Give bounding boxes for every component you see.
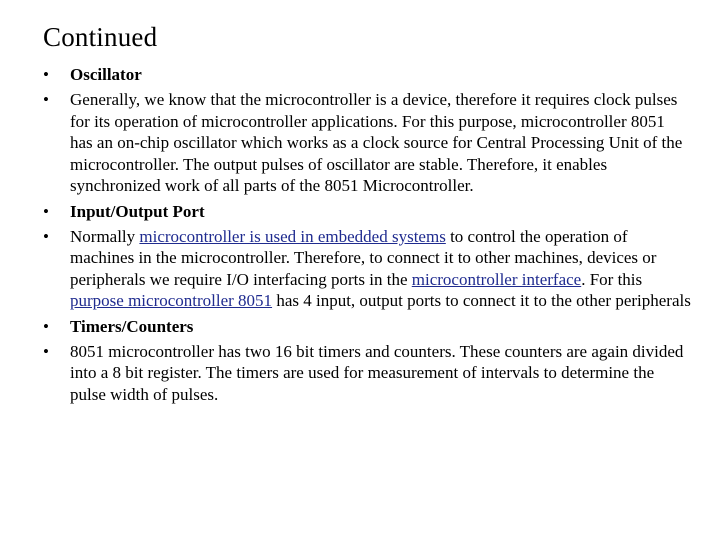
- link-embedded-systems[interactable]: microcontroller is used in embedded systems: [139, 226, 446, 246]
- text-segment: . For this: [581, 269, 643, 289]
- bullet-io-port-body: [43, 226, 691, 312]
- bullet-dot-icon: •: [43, 341, 49, 361]
- bullet-oscillator-body: [43, 89, 691, 197]
- bullet-text: Input/Output Port: [70, 201, 205, 221]
- bullet-dot-icon: •: [43, 316, 49, 336]
- bullet-io-port-heading: [43, 201, 691, 223]
- text-segment: Normally: [70, 226, 140, 246]
- bullet-dot-icon: •: [43, 201, 49, 221]
- bullet-text: Generally, we know that the microcontroller is a device, therefore it requires clock pulses for its operation of microcontroller applications. For this purpose, microcontroller 8051 has an on-chip oscillator which works as a clock source for Central Processing Unit of the microcontroller. The output pulses of oscillator are stable. Therefore, it enables synchronized work of all parts of the 8051 Microcontroller.: [70, 90, 683, 196]
- text-segment: has 4 input, output ports to connect it to the other peripherals: [272, 291, 691, 311]
- bullet-text: 8051 microcontroller has two 16 bit timers and counters. These counters are again divided into a 8 bit register. The timers are used for measurement of intervals to determine the pulse width of pulses.: [70, 341, 684, 404]
- bullet-timers-heading: [43, 316, 691, 338]
- text-segment: to control the operation of machines in the microcontroller. Therefore, to connect it to other machines, devices or peripherals we require I/O interfacing ports in the: [70, 226, 657, 289]
- bullet-oscillator-heading: [43, 64, 691, 86]
- bullet-list: [43, 64, 691, 409]
- bullet-dot-icon: •: [43, 226, 49, 246]
- bullet-text: Oscillator: [70, 65, 142, 84]
- bullet-dot-icon: •: [43, 65, 49, 84]
- bullet-timers-body: [43, 341, 691, 406]
- link-microcontroller-interface[interactable]: microcontroller interface: [411, 269, 582, 289]
- bullet-dot-icon: •: [43, 90, 49, 110]
- slide-title: Continued: [43, 22, 158, 52]
- link-purpose-microcontroller-8051[interactable]: purpose microcontroller 8051: [70, 291, 273, 311]
- bullet-text: Timers/Counters: [70, 316, 194, 336]
- bullet-text: [70, 227, 691, 311]
